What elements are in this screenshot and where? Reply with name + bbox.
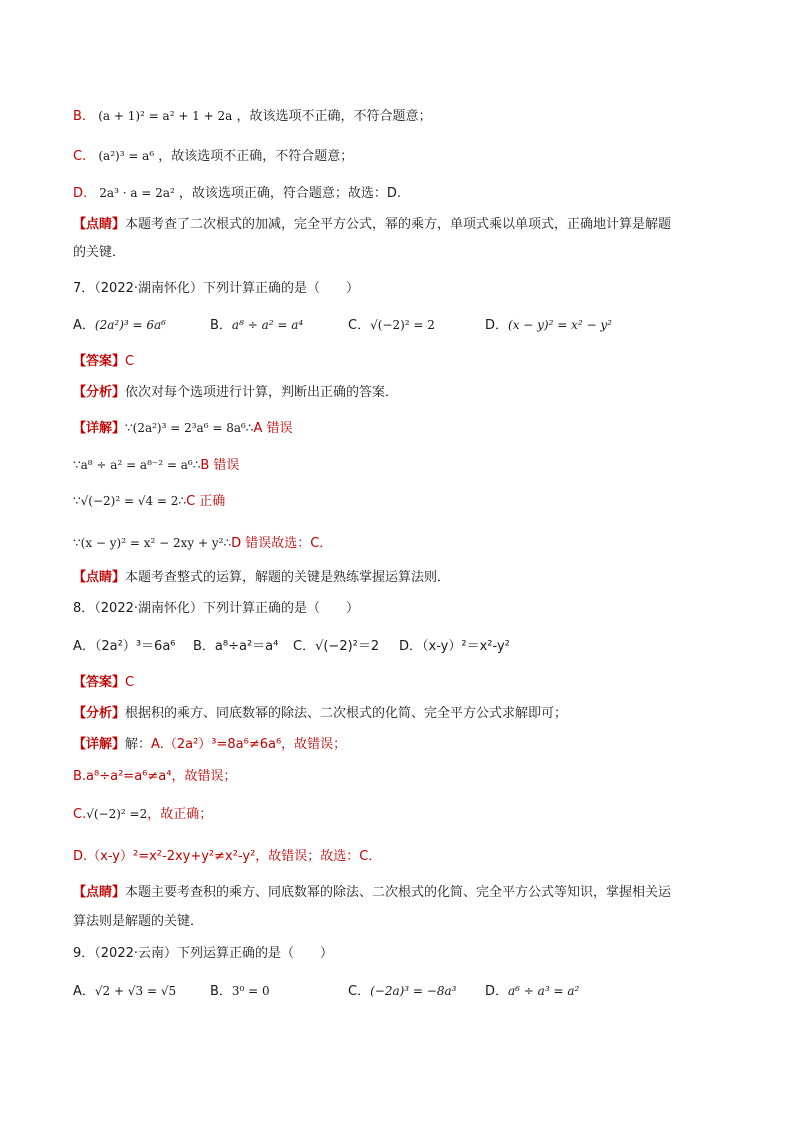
detail-intro: 解： — [125, 737, 152, 752]
q8-options — [73, 638, 713, 656]
detail-verdict: A 错误 — [253, 421, 293, 436]
detail-formula: ∵√(−2)² = √4 = 2∴ — [73, 494, 187, 508]
option-d-prefix: D. — [73, 186, 88, 201]
detail-tag: 【详解】 — [73, 737, 126, 752]
q8-detail-b: B.a⁸÷a²=a⁶≠a⁴，故错误； — [73, 769, 237, 784]
analysis-text: 根据积的乘方、同底数幂的除法、二次根式的化简、完全平方公式求解即可； — [125, 706, 568, 721]
conclusion-b: ，故该选项不正确，不符合题意； — [236, 109, 432, 124]
answer-value: C — [125, 675, 135, 690]
q9-option-c — [348, 982, 456, 1001]
option-formula: √2 + √3 = √5 — [94, 984, 177, 998]
analysis-text: 依次对每个选项进行计算，判断出正确的答案． — [125, 385, 399, 400]
q8-answer — [73, 674, 134, 692]
q6-solution-c — [73, 147, 353, 165]
option-formula: a⁶ ÷ a³ = a² — [508, 984, 580, 998]
q8-option-c: C．√(−2)²＝2 — [293, 639, 380, 654]
q8-stem: 8．（2022·湖南怀化）下列计算正确的是（ ） — [73, 601, 359, 616]
q7-stem: 7．（2022·湖南怀化）下列计算正确的是（ ） — [73, 281, 359, 296]
q8-option-b: B．a⁸÷a²＝a⁴ — [193, 639, 279, 654]
q7-analysis — [73, 384, 398, 402]
option-label: A． — [73, 984, 95, 999]
option-label: C． — [348, 984, 371, 999]
q7-option-d — [485, 316, 612, 335]
analysis-tag: 【分析】 — [73, 385, 126, 400]
note-tag: 【点睛】 — [73, 885, 126, 900]
option-label: B． — [210, 318, 232, 333]
option-formula: (2a²)³ = 6a⁶ — [94, 318, 166, 332]
note-text: 本题主要考查积的乘方、同底数幂的除法、二次根式的化简、完全平方公式等知识，掌握相关运 — [125, 885, 672, 900]
detail-formula: ∵(2a²)³ = 2³a⁶ = 8a⁶∴ — [125, 421, 254, 435]
q8-detail-intro — [73, 736, 346, 754]
q7-option-a — [73, 316, 166, 335]
q8-note-line2 — [73, 913, 203, 931]
option-b-prefix: B. — [73, 109, 87, 124]
formula-b: (a + 1)² = a² + 1 + 2a — [98, 109, 233, 123]
option-formula: a⁸ ÷ a² = a⁴ — [231, 318, 304, 332]
q6-note-line1 — [73, 216, 671, 234]
conclusion-d: ，故该选项正确，符合题意；故选：D. — [178, 186, 402, 201]
option-formula: (x − y)² = x² − y² — [508, 318, 612, 332]
q7-note — [73, 569, 450, 587]
q7-detail-4 — [73, 534, 332, 552]
detail-verdict: C 正确 — [186, 494, 226, 509]
detail-tag: 【详解】 — [73, 421, 126, 436]
detail-verdict: B 错误 — [200, 458, 240, 473]
q6-solution-b — [73, 107, 431, 125]
detail-prefix: C. — [73, 807, 87, 822]
note-text: 的关键． — [73, 245, 126, 260]
analysis-tag: 【分析】 — [73, 706, 126, 721]
q9-stem: 9．（2022·云南）下列运算正确的是（ ） — [73, 946, 333, 961]
note-text: 本题考查了二次根式的加减，完全平方公式，幂的乘方，单项式乘以单项式，正确地计算是解题 — [125, 217, 672, 232]
formula-d: 2a³ · a = 2a² — [99, 186, 175, 200]
q8-option-d: D．（x-y）²＝x²-y² — [399, 639, 510, 654]
q8-note-line1 — [73, 884, 671, 902]
detail-formula: ∵(x − y)² = x² − 2xy + y²∴ — [73, 536, 232, 550]
note-tag: 【点睛】 — [73, 217, 126, 232]
q8-option-a: A．（2a²）³＝6a⁶ — [73, 639, 176, 654]
q7-options — [73, 316, 713, 334]
q7-detail-3 — [73, 492, 225, 510]
option-formula: (−2a)³ = −8a³ — [370, 984, 457, 998]
q7-answer — [73, 353, 134, 371]
q7-detail-2 — [73, 456, 239, 474]
option-label: C． — [348, 318, 371, 333]
detail-formula: √(−2)² =2 — [86, 807, 148, 821]
q9-option-d — [485, 982, 579, 1001]
answer-tag: 【答案】 — [73, 675, 126, 690]
answer-value: C — [125, 354, 135, 369]
q8-analysis — [73, 705, 567, 723]
option-label: D． — [485, 984, 509, 999]
option-formula: √(−2)² = 2 — [370, 318, 435, 332]
q6-note-line2 — [73, 244, 125, 262]
option-label: B． — [210, 984, 232, 999]
detail-a: A.（2a²）³=8a⁶≠6a⁶，故错误； — [151, 737, 347, 752]
conclusion-c: ，故该选项不正确，不符合题意； — [158, 149, 354, 164]
q7-option-b — [210, 316, 303, 335]
option-formula: 3⁰ = 0 — [231, 984, 270, 998]
q7-detail-1 — [73, 419, 292, 437]
q9-options — [73, 982, 713, 1000]
detail-verdict: ，故正确； — [147, 807, 213, 822]
q9-option-b — [210, 982, 270, 1001]
q6-solution-d — [73, 184, 401, 202]
q9-option-a — [73, 982, 176, 1001]
note-tag: 【点睛】 — [73, 570, 126, 585]
q8-detail-c — [73, 805, 212, 823]
detail-formula: ∵a⁸ ÷ a² = a⁸⁻² = a⁶∴ — [73, 458, 201, 472]
option-label: A． — [73, 318, 95, 333]
q7-option-c — [348, 316, 435, 335]
option-c-prefix: C. — [73, 149, 87, 164]
q8-detail-d: D.（x-y）²=x²-2xy+y²≠x²-y²，故错误；故选：C． — [73, 849, 382, 864]
formula-c: (a²)³ = a⁶ — [98, 149, 155, 163]
answer-tag: 【答案】 — [73, 354, 126, 369]
note-text: 本题考查整式的运算，解题的关键是熟练掌握运算法则． — [125, 570, 451, 585]
option-label: D． — [485, 318, 509, 333]
note-text: 算法则是解题的关键． — [73, 914, 204, 929]
detail-verdict: D 错误故选：C． — [231, 536, 333, 551]
